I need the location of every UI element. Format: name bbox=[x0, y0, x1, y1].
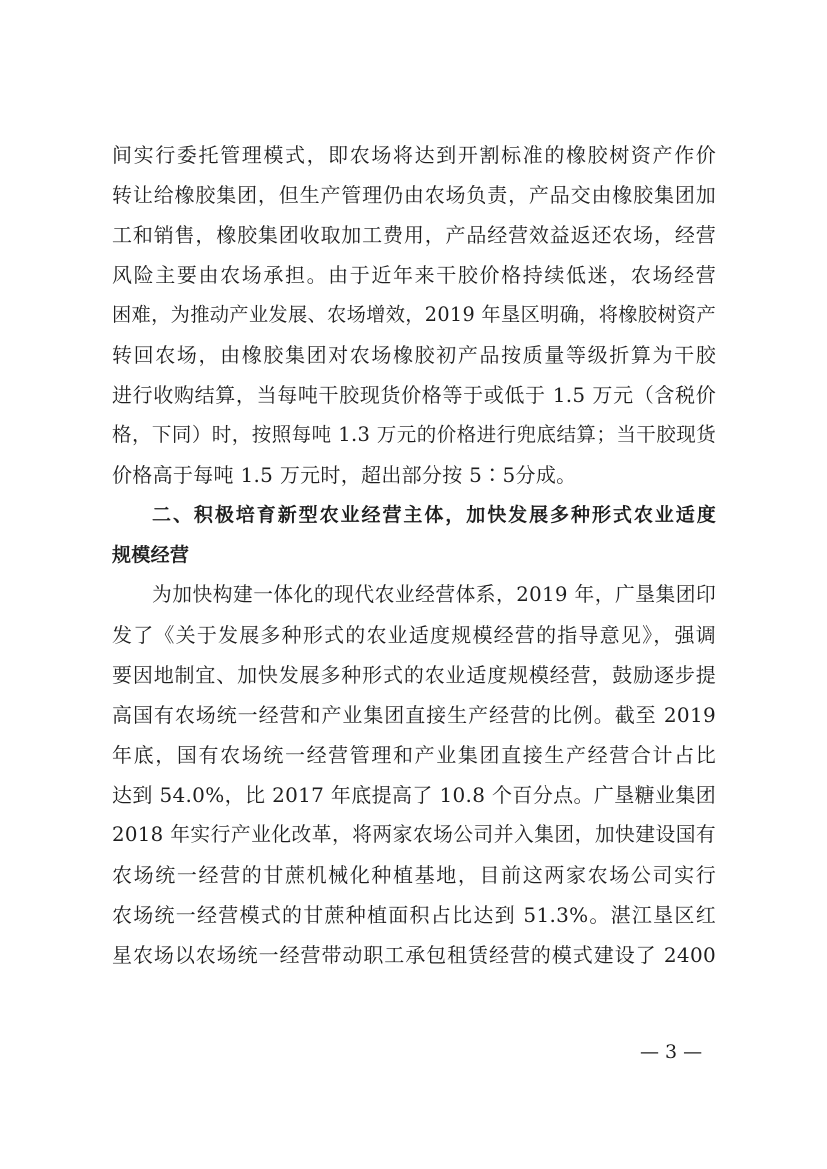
text-line: 困难，为推动产业发展、农场增效，2019 年垦区明确，将橡胶树资产 bbox=[112, 303, 716, 326]
text-line: 发了《关于发展多种形式的农业适度规模经营的指导意见》，强调 bbox=[112, 623, 716, 647]
text-line: 进行收购结算，当每吨干胶现货价格等于或低于 1.5 万元（含税价 bbox=[112, 383, 716, 407]
document-page bbox=[112, 135, 716, 975]
text-line: 为加快构建一体化的现代农业经营体系，2019 年，广垦集团印 bbox=[152, 583, 716, 606]
text-line: 达到 54.0%，比 2017 年底提高了 10.8 个百分点。广垦糖业集团 bbox=[112, 783, 716, 807]
heading-line: 规模经营 bbox=[112, 544, 190, 566]
text-line: 格，下同）时，按照每吨 1.3 万元的价格进行兜底结算；当干胶现货 bbox=[112, 423, 716, 446]
text-line: 2018 年实行产业化改革，将两家农场公司并入集团，加快建设国有 bbox=[112, 823, 716, 846]
text-line: 年底，国有农场统一经营管理和产业集团直接生产经营合计占比 bbox=[112, 743, 716, 767]
section-heading bbox=[112, 495, 716, 575]
text-line: 风险主要由农场承担。由于近年来干胶价格持续低迷，农场经营 bbox=[112, 263, 716, 287]
text-line: 要因地制宜、加快发展多种形式的农业适度规模经营，鼓励逐步提 bbox=[112, 663, 716, 687]
text-line: 星农场以农场统一经营带动职工承包租赁经营的模式建设了 2400 bbox=[112, 943, 716, 967]
heading-line: 二、积极培育新型农业经营主体，加快发展多种形式农业适度 bbox=[152, 504, 716, 526]
text-line: 农场统一经营模式的甘蔗种植面积占比达到 51.3%。湛江垦区红 bbox=[112, 903, 716, 927]
paragraph-rubber-management bbox=[112, 135, 716, 495]
text-line: 转让给橡胶集团，但生产管理仍由农场负责，产品交由橡胶集团加 bbox=[112, 183, 716, 207]
paragraph-scale-operation bbox=[112, 575, 716, 975]
text-line: 间实行委托管理模式，即农场将达到开割标准的橡胶树资产作价 bbox=[112, 143, 716, 167]
page-number: — 3 — bbox=[640, 1041, 703, 1063]
text-line: 农场统一经营的甘蔗机械化种植基地，目前这两家农场公司实行 bbox=[112, 863, 716, 887]
text-line: 转回农场，由橡胶集团对农场橡胶初产品按质量等级折算为干胶 bbox=[112, 343, 716, 367]
text-line: 价格高于每吨 1.5 万元时，超出部分按 5∶5分成。 bbox=[112, 463, 577, 487]
text-line: 高国有农场统一经营和产业集团直接生产经营的比例。截至 2019 bbox=[112, 703, 716, 727]
text-line: 工和销售，橡胶集团收取加工费用，产品经营效益返还农场，经营 bbox=[112, 223, 716, 247]
